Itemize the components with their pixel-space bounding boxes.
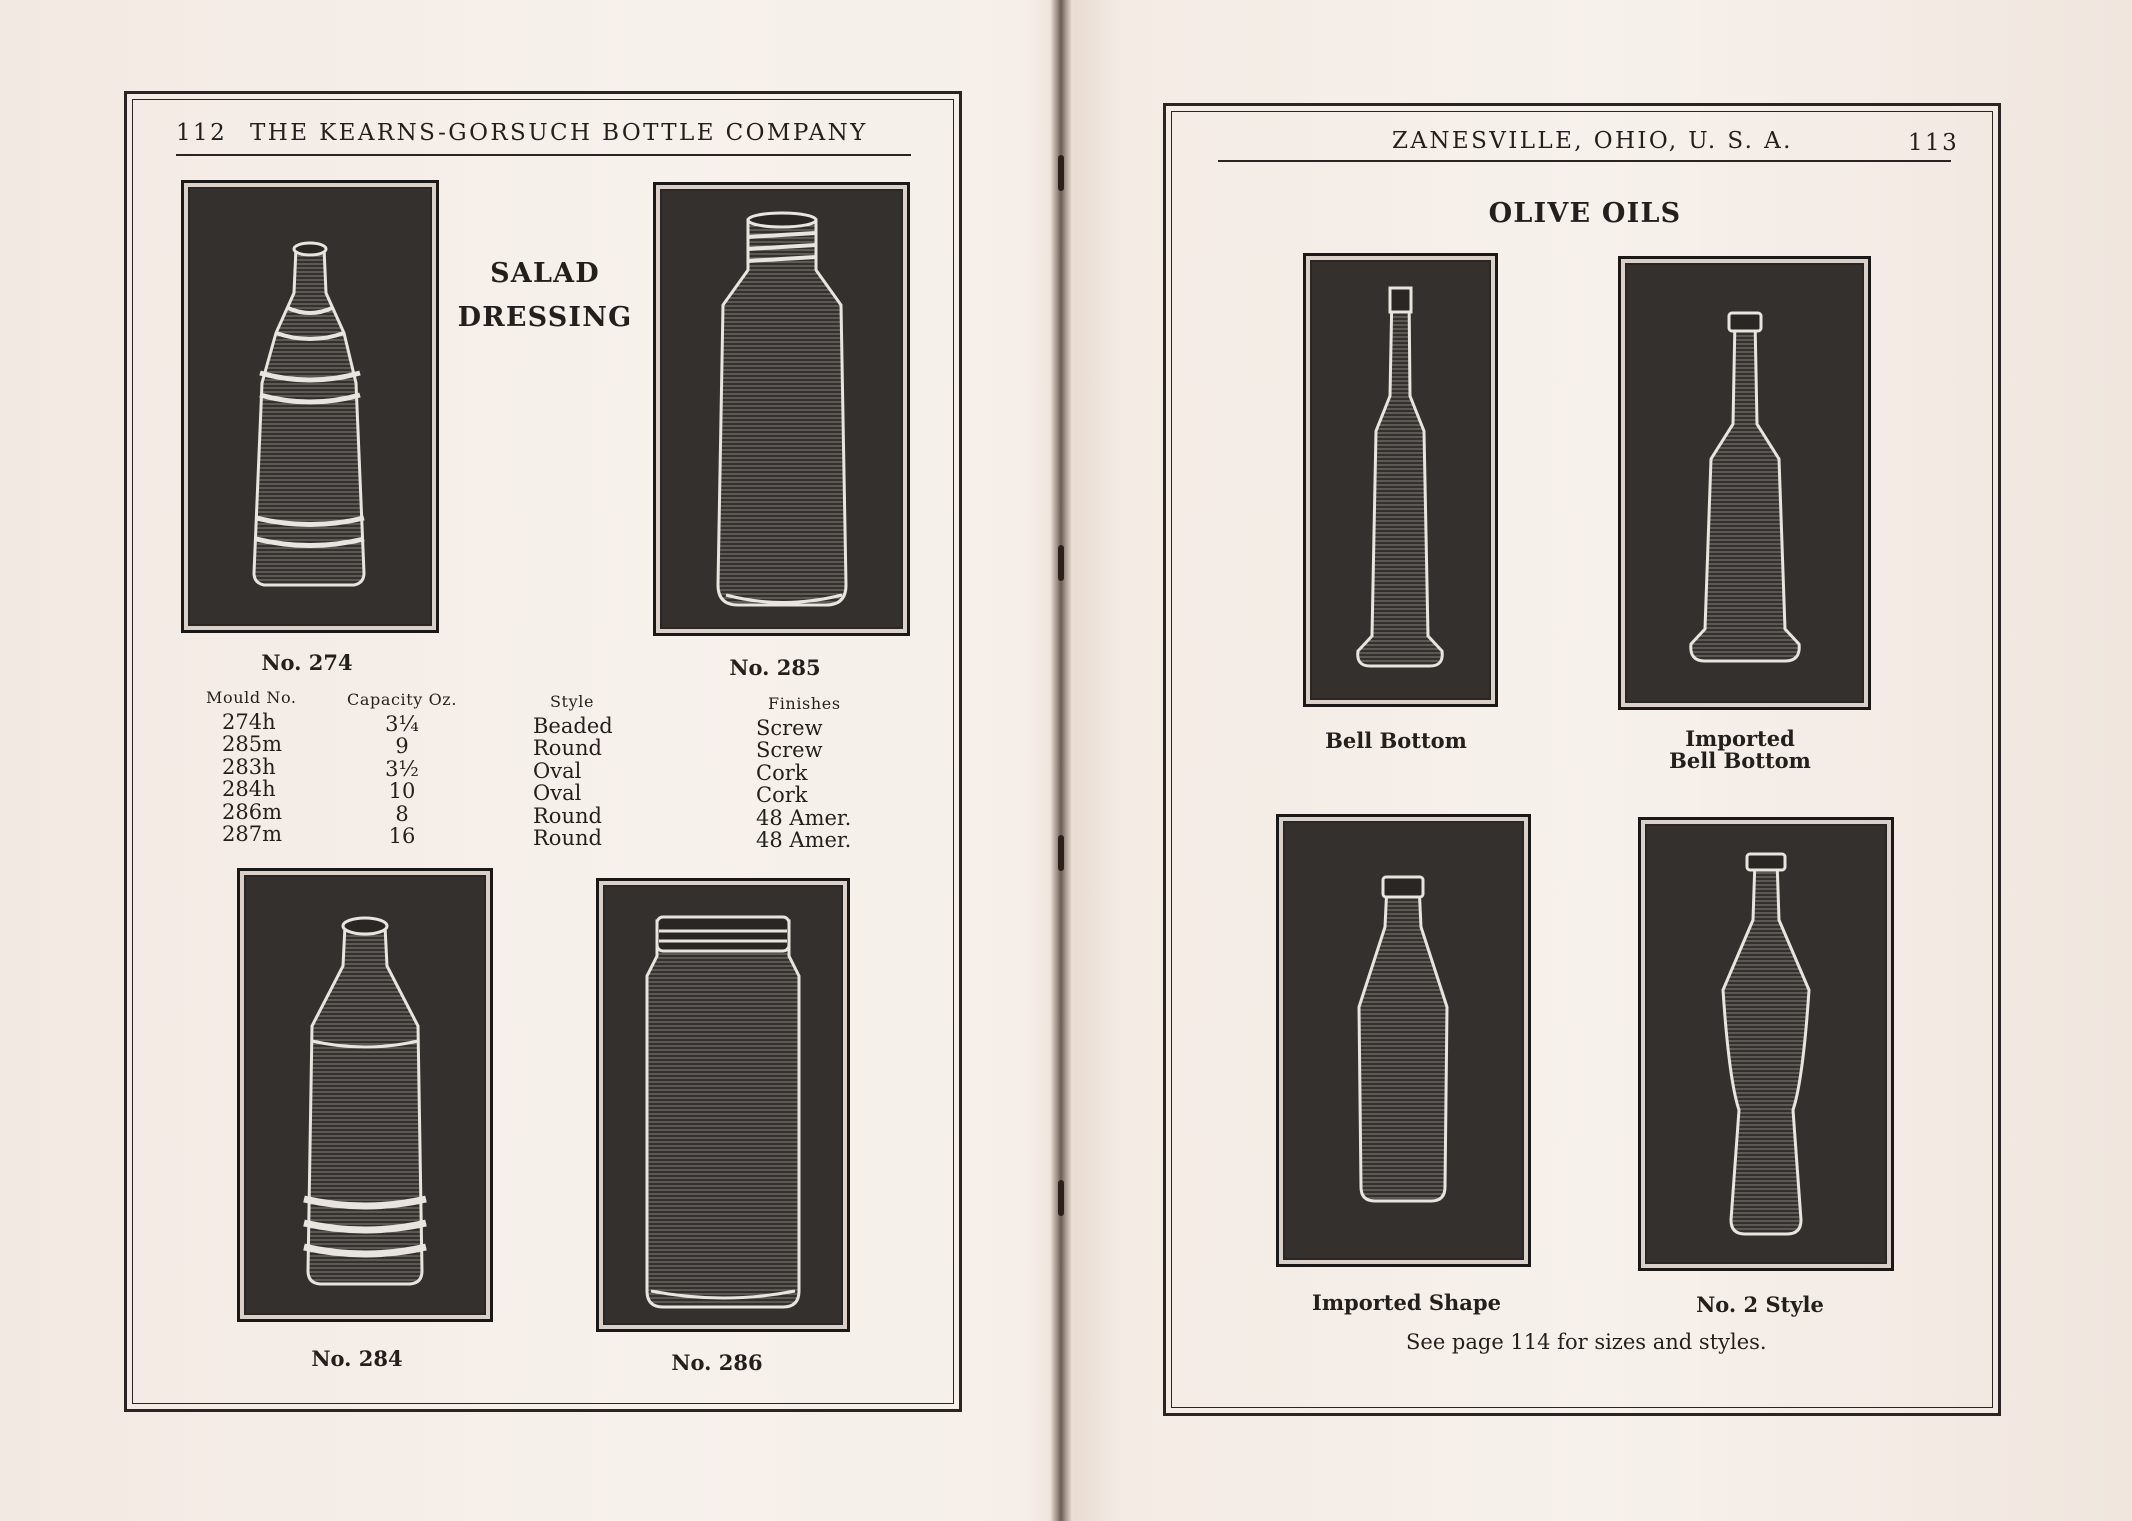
beaded-bottle-icon [184,183,436,630]
table-cell: 9 [395,734,409,759]
table-cell: Round [533,803,602,828]
binding-stitch [1058,155,1064,191]
table-column-mould [222,711,282,845]
imported-shape-bottle-icon [1279,817,1528,1264]
right-header-rule [1218,160,1951,162]
table-cell: 286m [222,799,282,824]
caption-imported-bell-bottom: Imported Bell Bottom [1669,726,1811,773]
binding-stitch [1058,545,1064,581]
right-page-number: 113 [1908,130,1960,156]
table-column-style [533,715,613,849]
table-cell: 287m [222,822,282,847]
table-column-capacity [362,713,442,847]
photo-no-286 [596,878,850,1332]
section-title-salad-dressing: SALAD DRESSING [457,258,633,333]
binding-stitch [1058,835,1064,871]
right-running-head: ZANESVILLE, OHIO, U. S. A. [1392,128,1793,154]
book-gutter [1050,0,1072,1521]
section-title-olive-oils: OLIVE OILS [1488,198,1682,229]
photo-no-2-style [1638,817,1894,1271]
caption-no-2-style: No. 2 Style [1696,1292,1824,1317]
footnote-see-page-114: See page 114 for sizes and styles. [1406,1330,1767,1354]
table-header-capacity: Capacity Oz. [347,690,458,709]
ringed-bottle-icon [240,871,490,1319]
table-cell: Oval [533,781,582,806]
table-cell: 284h [222,777,276,802]
table-cell: 8 [395,801,409,826]
caption-no-285: No. 285 [729,655,821,680]
table-cell: 3½ [385,756,419,781]
photo-bell-bottom [1303,253,1498,707]
table-header-finishes: Finishes [768,694,841,713]
bell-bottom-bottle-icon [1306,256,1495,704]
table-cell: 16 [388,824,416,849]
caption-bell-bottom: Bell Bottom [1325,728,1467,753]
table-header-mould: Mould No. [206,688,297,707]
table-cell: 274h [222,710,276,734]
caption-no-284: No. 284 [311,1346,403,1371]
photo-imported-shape [1276,814,1531,1267]
no2-style-bottle-icon [1641,820,1891,1268]
table-cell: Beaded [533,714,613,738]
photo-imported-bell-bottom [1618,256,1871,710]
table-cell: Round [533,826,602,851]
photo-no-274 [181,180,439,633]
table-header-style: Style [550,692,595,711]
screw-top-bottle-icon [656,185,907,633]
left-header-rule [176,154,911,156]
caption-imported-shape: Imported Shape [1312,1290,1501,1315]
table-column-finishes [756,717,851,851]
table-cell: Round [533,736,602,761]
table-cell: Screw [756,738,823,763]
table-cell: Oval [533,758,582,783]
table-cell: Screw [756,716,823,740]
table-cell: 10 [388,779,416,804]
caption-no-286: No. 286 [671,1350,763,1375]
binding-stitch [1058,1180,1064,1216]
jar-icon [599,881,847,1329]
table-cell: 48 Amer. [756,828,852,853]
table-cell: 48 Amer. [756,805,852,830]
left-page-number: 112 [176,120,228,146]
left-running-head: THE KEARNS-GORSUCH BOTTLE COMPANY [250,120,868,146]
photo-no-284 [237,868,493,1322]
table-cell: Cork [756,760,808,785]
table-cell: 285m [222,732,282,757]
table-cell: Cork [756,783,808,808]
table-cell: 3¼ [385,712,419,736]
photo-no-285 [653,182,910,636]
table-cell: 283h [222,754,276,779]
caption-no-274: No. 274 [261,650,353,675]
imported-bell-bottom-bottle-icon [1621,259,1868,707]
